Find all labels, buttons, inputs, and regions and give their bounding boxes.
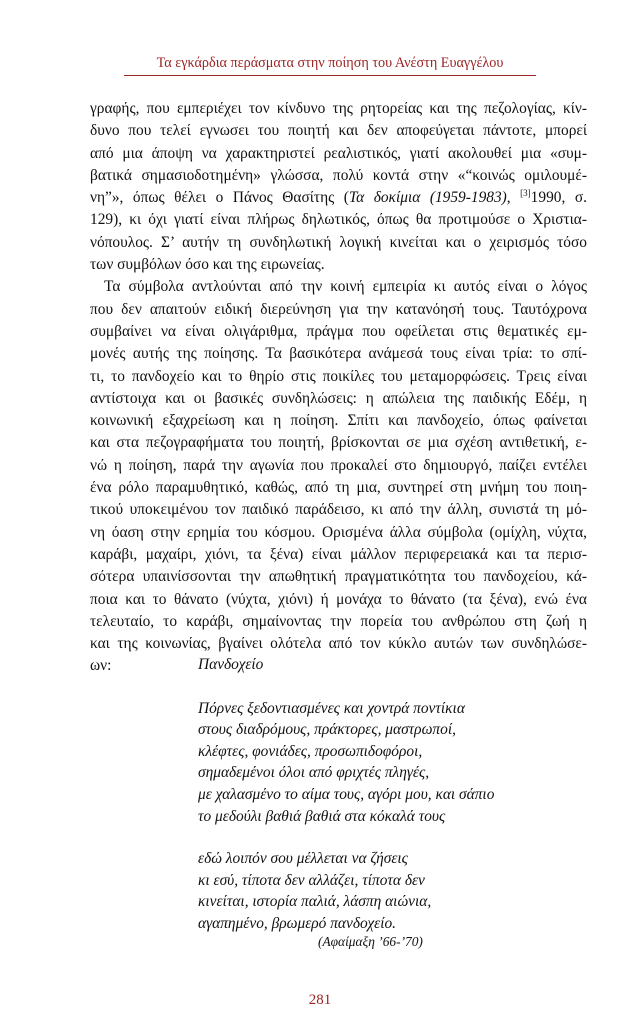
text-line: ποια και το θάνατο (νύχτα, χιόνι) ή μονάχα το θάνατο (τα ξένα), ενώ ένα [90, 590, 587, 608]
text-line: νη όαση στην ερημία του κόσμου. Ορισμένα άλλα σύμβολα (ομίχλη, νύχτα, [90, 523, 587, 541]
stanza-break [198, 827, 558, 848]
text-line: σότερα υπαινίσσονται την απωθητική πραγματικότητα του πανδοχείου, κά- [90, 568, 587, 586]
poem-line: κι εσύ, τίποτα δεν αλλάζει, τίποτα δεν [198, 871, 425, 889]
poem-block [198, 654, 558, 935]
poem-source: (Αφαίμαξη ’66-’70) [318, 934, 423, 949]
poem-line: κλέφτες, φονιάδες, προσωπιδοφόροι, [198, 742, 423, 760]
text-segment: , [506, 189, 521, 207]
text-line: από μια άποψη να χαρακτηριστεί ρεαλιστικός, γιατί ακολουθεί μια «συμ- [90, 144, 587, 162]
text-line: συμβαίνει να είναι ολιγάριθμα, πράγμα που οφείλεται στις θεματικές εμ- [90, 322, 587, 340]
poem-line: κινείται, ιστορία παλιά, λάσπη αιώνια, [198, 893, 432, 911]
footnote-marker: [3] [520, 188, 531, 199]
text-line: τικού υποκειμένου τον παιδικό παράδεισο, κι από την άλλη, συνιστά τη μό- [90, 501, 587, 519]
text-segment: νη”», όπως θέλει ο Πάνος Θασίτης ( [90, 189, 349, 207]
running-head: Τα εγκάρδια περάσματα στην ποίηση του Ανέστη Ευαγγέλου [156, 55, 504, 71]
text-line: ένα ρόλο παραμυθητικό, καθώς, από τη μια, συντηρεί στη μνήμη του ποιη- [90, 479, 587, 497]
text-line: 129), κι όχι γιατί είναι πλήρως δηλωτικός, όπως θα προτιμούσε ο Χριστια- [90, 211, 587, 229]
cited-book-title: Τα δοκίμια (1959-1983) [348, 189, 507, 207]
text-line: νώ η ποίηση, παρά την αγωνία που προκαλεί στο δημιουργό, παίζει εντέλει [90, 456, 587, 474]
text-line: μονές αυτής της ποίησης. Τα βασικότερα ανάμεσά τους είναι τρία: το σπί- [90, 345, 587, 363]
poem-line: Πόρνες ξεδοντιασμένες και χοντρά ποντίκια [198, 699, 465, 717]
text-line: που δεν απαιτούν ειδική διερεύνηση για την κατανόησή τους. Ταυτόχρονα [90, 300, 587, 318]
text-line: των συμβόλων όσο και της ειρωνείας. [90, 256, 325, 274]
text-line-with-citation [90, 187, 587, 209]
running-head-rule [124, 75, 536, 76]
poem-title: Πανδοχείο [198, 656, 264, 673]
poem-line: το μεδούλι βαθιά βαθιά στα κόκαλά τους [198, 807, 446, 825]
text-line: και στα πεζογραφήματα του ποιητή, βρίσκονται σε μια σχέση αντιθετική, ε- [90, 434, 587, 452]
body-text [90, 98, 587, 678]
text-segment: 1990, σ. [530, 189, 587, 207]
text-line: νόπουλος. Σ’ αυτήν τη συνδηλωτική λογική κινείται και ο χειρισμός τόσο [90, 233, 587, 251]
poem-line: εδώ λοιπόν σου μέλλεται να ζήσεις [198, 850, 408, 868]
page-number: 281 [308, 992, 332, 1008]
poem-line: με χαλασμένο το αίμα τους, αγόρι μου, και σάπιο [198, 785, 495, 803]
poem-line: αγαπημένο, βρωμερό πανδοχείο. [198, 914, 397, 932]
text-line: δυνο που τελεί εγνωσει του ποιητή και δεν αποφεύγεται πάντοτε, μπορεί [90, 122, 587, 140]
text-line: βατικά σημασιοδοτημένη» γλώσσα, πολύ κοντά στην «“κοινώς ομιλουμέ- [90, 166, 587, 184]
poem-line: στους διαδρόμους, πράκτορες, μαστρωποί, [198, 721, 456, 739]
text-line: κοινωνική εξαχρείωση και η ποίηση. Σπίτι και πανδοχείο, όπως φαίνεται [90, 412, 587, 430]
text-line: τελευταίο, το καράβι, σημαίνοντας την πορεία του ανθρώπου στη ζωή η [90, 612, 587, 630]
text-line: αντίστοιχα και οι βασικές συνδηλώσεις: η απώλεια της παιδικής Εδέμ, η [90, 389, 587, 407]
poem-line: σημαδεμένοι όλοι από φριχτές πληγές, [198, 764, 430, 782]
text-line: Τα σύμβολα αντλούνται από την κοινή εμπειρία κι αυτός είναι ο λόγος [104, 278, 587, 296]
text-line: γραφής, που εμπεριέχει τον κίνδυνο της ρητορείας και της πεζολογίας, κίν- [90, 100, 587, 117]
text-line: και της κοινωνίας, βγαίνει ολότελα από τον κύκλο αυτών των συνδηλώσε- [90, 635, 587, 653]
text-line: τι, το πανδοχείο και το θηρίο στις ποικίλες του μεταμορφώσεις. Τρεις είναι [90, 367, 587, 385]
text-line: καράβι, μαχαίρι, χιόνι, τα ξένα) είναι μάλλον περιφερειακά και τα περισ- [90, 545, 587, 563]
text-line: ων: [90, 657, 112, 675]
